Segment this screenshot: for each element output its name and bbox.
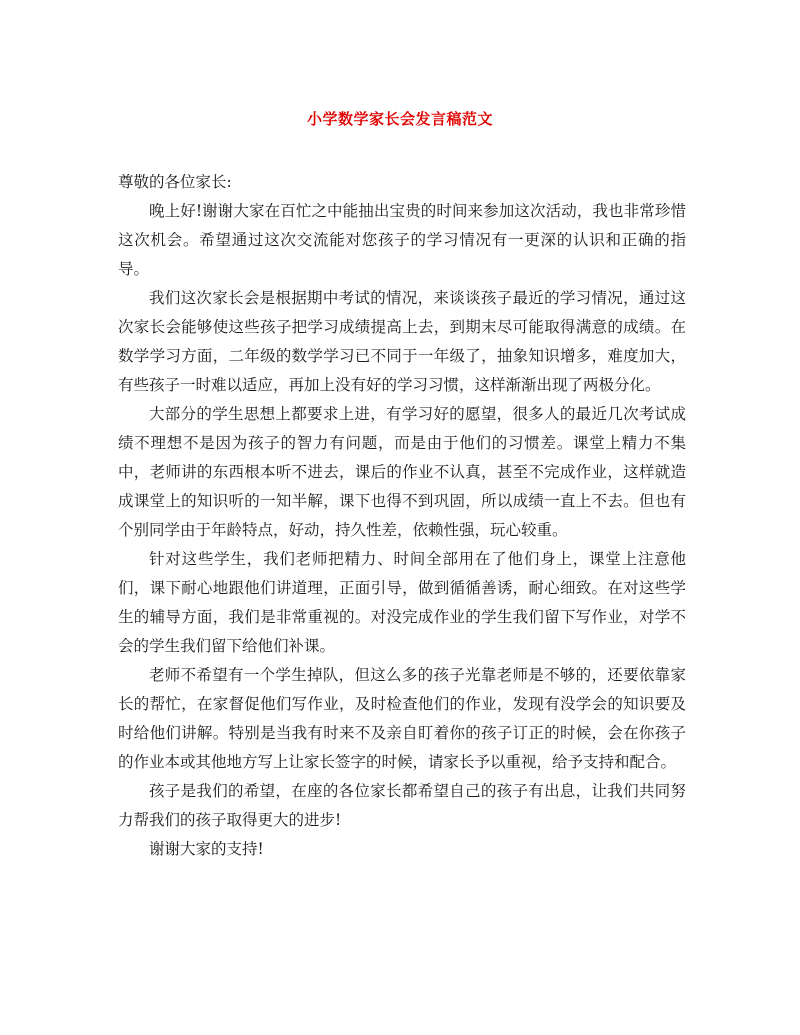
paragraph-purpose: 我们这次家长会是根据期中考试的情况，来谈谈孩子最近的学习情况，通过这次家长会能够使这些孩子把学习成绩提高上去，到期末尽可能取得满意的成绩。在数学学习方面，二年级的数学学习已不同于一年级了，抽象知识增多，难度加大，有些孩子一时难以适应，再加上没有好的学习习惯，这样渐渐出现了两极分化。 (118, 289, 686, 394)
paragraph-hope: 孩子是我们的希望，在座的各位家长都希望自己的孩子有出息，让我们共同努力帮我们的孩子取得更大的进步! (118, 782, 686, 829)
paragraph-students: 大部分的学生思想上都要求上进，有学习好的愿望，很多人的最近几次考试成绩不理想不是因为孩子的智力有问题，而是由于他们的习惯差。课堂上精力不集中，老师讲的东西根本听不进去，课后的作业不认真，甚至不完成作业，这样就造成课堂上的知识听的一知半解，课下也得不到巩固，所以成绩一直上不去。但也有个别同学由于年龄特点，好动，持久性差，依赖性强，玩心较重。 (118, 405, 686, 539)
document-title: 小学数学家长会发言稿范文 (306, 110, 493, 128)
paragraph-greeting: 晚上好!谢谢大家在百忙之中能抽出宝贵的时间来参加这次活动，我也非常珍惜这次机会。希望通过这次交流能对您孩子的学习情况有一更深的认识和正确的指导。 (118, 202, 686, 278)
paragraph-closing: 谢谢大家的支持! (149, 840, 264, 858)
salutation: 尊敬的各位家长: (118, 173, 232, 191)
paragraph-parents: 老师不希望有一个学生掉队，但这么多的孩子光靠老师是不够的，还要依靠家长的帮忙，在家督促他们写作业，及时检查他们的作业，发现有没学会的知识要及时给他们讲解。特别是当我有时来不及亲自盯着你的孩子订正的时候，会在你孩子的作业本或其他地方写上让家长签字的时候，请家长予以重视，给予支持和配合。 (118, 666, 686, 771)
paragraph-teachers: 针对这些学生，我们老师把精力、时间全部用在了他们身上，课堂上注意他们，课下耐心地跟他们讲道理，正面引导，做到循循善诱，耐心细致。在对这些学生的辅导方面，我们是非常重视的。对没完成作业的学生我们留下写作业，对学不会的学生我们留下给他们补课。 (118, 550, 686, 655)
document-body (118, 168, 686, 864)
